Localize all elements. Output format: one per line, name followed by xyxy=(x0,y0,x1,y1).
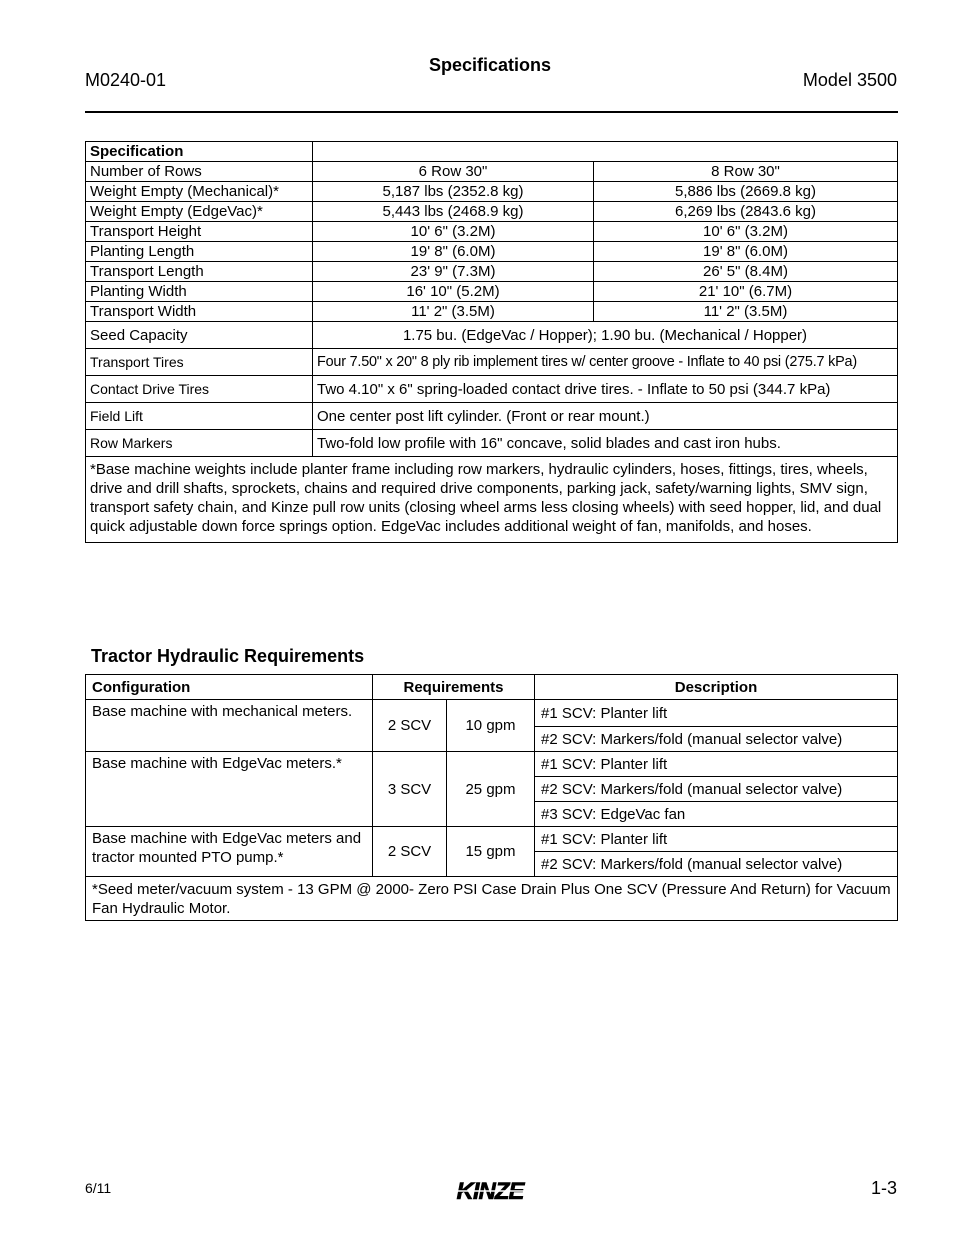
spec-value-8row: 26' 5" (8.4M) xyxy=(594,262,898,282)
spec-row xyxy=(86,262,898,282)
spec-header-empty xyxy=(313,142,898,162)
spec-header-row xyxy=(86,142,898,162)
spec-label: Row Markers xyxy=(86,430,313,457)
description-cell: #1 SCV: Planter lift xyxy=(535,752,898,777)
spec-value: One center post lift cylinder. (Front or rear mount.) xyxy=(313,403,898,430)
spec-row xyxy=(86,162,898,182)
spec-value-6row: 5,187 lbs (2352.8 kg) xyxy=(313,182,594,202)
spec-value-8row: 5,886 lbs (2669.8 kg) xyxy=(594,182,898,202)
spec-value-8row: 11' 2" (3.5M) xyxy=(594,302,898,322)
hydraulic-section-title: Tractor Hydraulic Requirements xyxy=(91,646,365,666)
svg-text:KINZE: KINZE xyxy=(456,1178,524,1204)
spec-label: Planting Length xyxy=(86,242,313,262)
header-divider xyxy=(85,111,898,113)
hydraulic-footnote: *Seed meter/vacuum system - 13 GPM @ 2000- Zero PSI Case Drain Plus One SCV (Pressure And Return) for Vacuum Fan Hydraulic Motor. xyxy=(86,877,898,921)
spec-label: Field Lift xyxy=(86,403,313,430)
spec-label: Number of Rows xyxy=(86,162,313,182)
hydraulic-row xyxy=(86,827,898,852)
spec-row xyxy=(86,282,898,302)
hydraulic-row xyxy=(86,752,898,777)
config-cell: Base machine with EdgeVac meters.* xyxy=(86,752,373,827)
spec-value-6row: 5,443 lbs (2468.9 kg) xyxy=(313,202,594,222)
spec-value-6row: 19' 8" (6.0M) xyxy=(313,242,594,262)
spec-label: Weight Empty (EdgeVac)* xyxy=(86,202,313,222)
spec-value-6row: 16' 10" (5.2M) xyxy=(313,282,594,302)
spec-value-6row: 11' 2" (3.5M) xyxy=(313,302,594,322)
spec-label: Transport Width xyxy=(86,302,313,322)
description-cell: #1 SCV: Planter lift xyxy=(535,827,898,852)
spec-row xyxy=(86,349,898,376)
spec-row xyxy=(86,202,898,222)
spec-row-seed-capacity xyxy=(86,322,898,349)
spec-note-row xyxy=(86,457,898,543)
spec-value-6row: 23' 9" (7.3M) xyxy=(313,262,594,282)
config-cell: Base machine with mechanical meters. xyxy=(86,700,373,752)
config-cell: Base machine with EdgeVac meters and tractor mounted PTO pump.* xyxy=(86,827,373,877)
footer-date: 6/11 xyxy=(85,1180,112,1196)
spec-row xyxy=(86,430,898,457)
gpm-cell: 15 gpm xyxy=(447,827,535,877)
spec-label: Seed Capacity xyxy=(86,322,313,349)
kinze-logo xyxy=(430,1178,550,1204)
spec-row xyxy=(86,403,898,430)
section-title: Specifications xyxy=(428,55,552,75)
spec-value: Two-fold low profile with 16" concave, solid blades and cast iron hubs. xyxy=(313,430,898,457)
spec-value: Two 4.10" x 6" spring-loaded contact drive tires. - Inflate to 50 psi (344.7 kPa) xyxy=(313,376,898,403)
hydraulic-row xyxy=(86,700,898,727)
hydraulic-note-row xyxy=(86,877,898,921)
spec-value-6row: 6 Row 30" xyxy=(313,162,594,182)
hydraulic-requirements-table xyxy=(85,674,898,921)
spec-label: Weight Empty (Mechanical)* xyxy=(86,182,313,202)
spec-header-label: Specification xyxy=(86,142,313,162)
spec-label: Transport Height xyxy=(86,222,313,242)
spec-value-8row: 21' 10" (6.7M) xyxy=(594,282,898,302)
spec-label: Contact Drive Tires xyxy=(86,376,313,403)
description-cell: #2 SCV: Markers/fold (manual selector valve) xyxy=(535,777,898,802)
description-cell: #1 SCV: Planter lift xyxy=(535,700,898,727)
description-cell: #3 SCV: EdgeVac fan xyxy=(535,802,898,827)
kinze-logo-icon xyxy=(430,1178,550,1204)
gpm-cell: 25 gpm xyxy=(447,752,535,827)
spec-row xyxy=(86,222,898,242)
spec-value: Four 7.50" x 20" 8 ply rib implement tires w/ center groove - Inflate to 40 psi (275.7 kPa) xyxy=(313,349,898,376)
description-cell: #2 SCV: Markers/fold (manual selector valve) xyxy=(535,727,898,752)
spec-row xyxy=(86,242,898,262)
spec-value-8row: 6,269 lbs (2843.6 kg) xyxy=(594,202,898,222)
specification-table xyxy=(85,141,898,543)
scv-cell: 2 SCV xyxy=(373,700,447,752)
description-cell: #2 SCV: Markers/fold (manual selector valve) xyxy=(535,852,898,877)
spec-label: Transport Tires xyxy=(86,349,313,376)
spec-label: Planting Width xyxy=(86,282,313,302)
spec-value-8row: 19' 8" (6.0M) xyxy=(594,242,898,262)
spec-footnote: *Base machine weights include planter frame including row markers, hydraulic cylinders, hoses, fittings, tires, wheels, drive and drill shafts, sprockets, chains and required drive components, parking jack, safety/warning lights, SMV sign, transport safety chain, and Kinze pull row units (closing wheel arms less closing wheels) with seed hopper, lid, and dual quick adjustable down force springs option. EdgeVac includes additional weight of fan, manifolds, and hoses. xyxy=(86,457,898,543)
scv-cell: 3 SCV xyxy=(373,752,447,827)
spec-value-8row: 10' 6" (3.2M) xyxy=(594,222,898,242)
spec-value-6row: 10' 6" (3.2M) xyxy=(313,222,594,242)
header-configuration: Configuration xyxy=(86,675,373,700)
spec-row xyxy=(86,182,898,202)
spec-value: 1.75 bu. (EdgeVac / Hopper); 1.90 bu. (Mechanical / Hopper) xyxy=(313,322,898,349)
header-description: Description xyxy=(535,675,898,700)
page-number: 1-3 xyxy=(870,1178,897,1198)
document-id: M0240-01 xyxy=(85,70,167,90)
model-name: Model 3500 xyxy=(802,70,897,90)
spec-label: Transport Length xyxy=(86,262,313,282)
hydraulic-header-row xyxy=(86,675,898,700)
spec-row xyxy=(86,302,898,322)
spec-value-8row: 8 Row 30" xyxy=(594,162,898,182)
gpm-cell: 10 gpm xyxy=(447,700,535,752)
scv-cell: 2 SCV xyxy=(373,827,447,877)
spec-row xyxy=(86,376,898,403)
header-requirements: Requirements xyxy=(373,675,535,700)
